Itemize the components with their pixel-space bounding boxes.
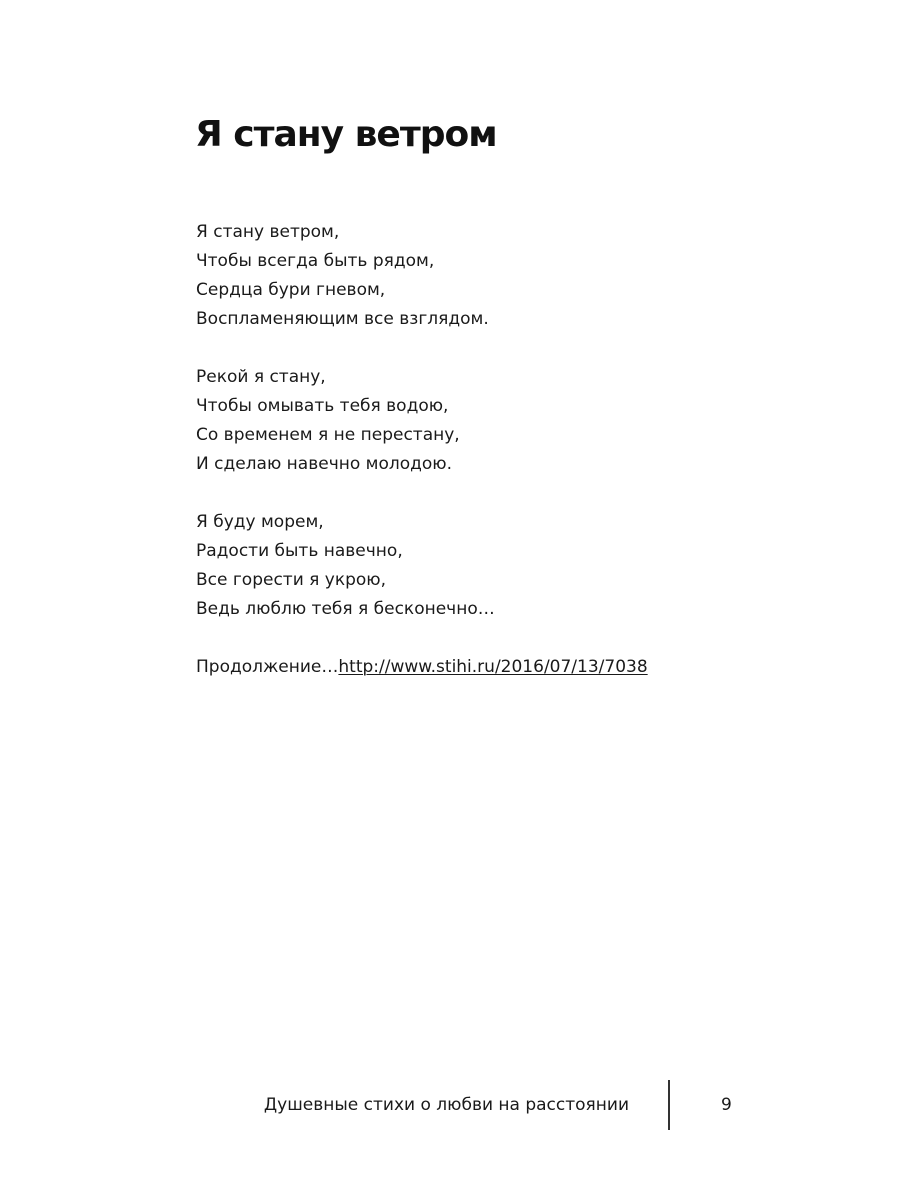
poem-title: Я стану ветром bbox=[195, 114, 497, 155]
stanza-3 bbox=[196, 508, 816, 624]
poem-line: Чтобы омывать тебя водою, bbox=[196, 396, 449, 416]
poem-line: Чтобы всегда быть рядом, bbox=[196, 251, 435, 271]
poem-line: Я стану ветром, bbox=[196, 222, 340, 242]
stanza-1 bbox=[196, 218, 816, 334]
stanza-2 bbox=[196, 363, 816, 479]
poem-line: Радости быть навечно, bbox=[196, 541, 403, 561]
poem-body bbox=[196, 218, 816, 682]
continuation-line bbox=[196, 653, 816, 682]
poem-line: И сделаю навечно молодою. bbox=[196, 454, 453, 474]
continuation-link[interactable]: http://www.stihi.ru/2016/07/13/7038 bbox=[338, 657, 648, 677]
poem-line: Сердца бури гневом, bbox=[196, 280, 386, 300]
page-number: 9 bbox=[721, 1095, 732, 1115]
poem-line: Я буду морем, bbox=[196, 512, 324, 532]
footer-divider bbox=[668, 1080, 670, 1130]
poem-line: Воспламеняющим все взглядом. bbox=[196, 309, 489, 329]
poem-line: Со временем я не перестану, bbox=[196, 425, 460, 445]
poem-line: Все горести я укрою, bbox=[196, 570, 387, 590]
poem-line: Ведь люблю тебя я бесконечно… bbox=[196, 599, 495, 619]
continuation-label: Продолжение… bbox=[196, 657, 339, 677]
footer-book-title: Душевные стихи о любви на расстоянии bbox=[263, 1095, 629, 1115]
poem-line: Рекой я стану, bbox=[196, 367, 326, 387]
